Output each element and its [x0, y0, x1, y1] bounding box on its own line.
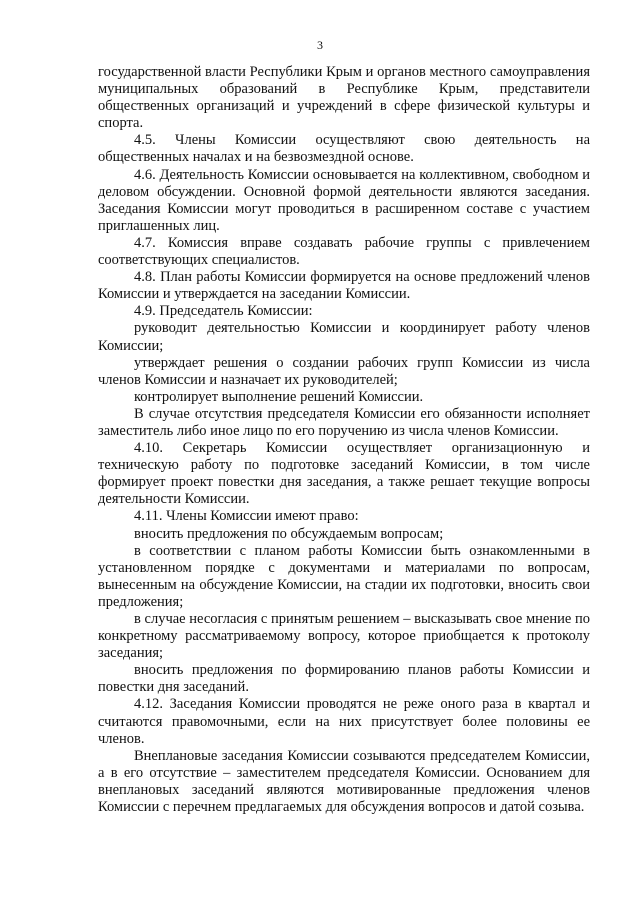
paragraph-4-6: 4.6. Деятельность Комиссии основывается на коллективном, свободном и деловом обсуждении. Основной формой деятельности являются заседания. Заседания Комиссии могут проводиться в расширенном составе с участием приглашенных лиц. — [98, 166, 590, 234]
document-body — [98, 64, 590, 816]
paragraph-4-8: 4.8. План работы Комиссии формируется на основе предложений членов Комиссии и утверждается на заседании Комиссии. — [98, 269, 590, 303]
member-right-item: в соответствии с планом работы Комиссии быть ознакомленными в установленном порядке с документами и материалами по вопросам, вынесенным на обсуждение Комиссии, на стадии их подготовки, вносить свои предложения; — [98, 542, 590, 610]
member-right-item: в случае несогласия с принятым решением – высказывать свое мнение по конкретному рассматриваемому вопросу, которое приобщается к протоколу заседания; — [98, 611, 590, 662]
chairman-absence-paragraph: В случае отсутствия председателя Комиссии его обязанности исполняет заместитель либо иное лицо по его поручению из числа членов Комиссии. — [98, 405, 590, 439]
paragraph-4-7: 4.7. Комиссия вправе создавать рабочие группы с привлечением соответствующих специалистов. — [98, 234, 590, 269]
paragraph-4-10: 4.10. Секретарь Комиссии осуществляет организационную и техническую работу по подготовке заседаний Комиссии, в том числе формирует проект повестки дня заседания, а также решает текущие вопросы деятельности Комиссии. — [98, 440, 590, 508]
paragraph-4-11: 4.11. Члены Комиссии имеют право: — [134, 508, 359, 525]
extraordinary-meetings-paragraph: Внеплановые заседания Комиссии созываются председателем Комиссии, а в его отсутствие – заместителем председателя Комиссии. Основанием для внеплановых заседаний являются мотивированные предложения членов Комиссии с перечнем предлагаемых для обсуждения вопросов и датой созыва. — [98, 747, 590, 816]
chairman-duty-item: контролирует выполнение решений Комиссии. — [134, 388, 424, 405]
chairman-duty-item: утверждает решения о создании рабочих групп Комиссии из числа членов Комиссии и назначает их руководителей; — [98, 354, 590, 388]
member-right-item: вносить предложения по формированию планов работы Комиссии и повестки дня заседаний. — [98, 662, 590, 696]
paragraph-4-5: 4.5. Члены Комиссии осуществляют свою деятельность на общественных началах и на безвозмездной основе. — [98, 132, 590, 166]
chairman-duty-item: руководит деятельностью Комиссии и координирует работу членов Комиссии; — [98, 320, 590, 354]
paragraph-continuation: государственной власти Республики Крым и органов местного самоуправления муниципальных образований в Республике Крым, представители общественных организаций и учреждений в сфере физической культуры и спорта. — [98, 64, 590, 132]
paragraph-4-9: 4.9. Председатель Комиссии: — [134, 303, 313, 320]
member-right-item: вносить предложения по обсуждаемым вопросам; — [134, 525, 444, 542]
paragraph-4-12: 4.12. Заседания Комиссии проводятся не реже оного раза в квартал и считаются правомочными, если на них присутствует более половины ее членов. — [98, 696, 590, 747]
page-number: 3 — [317, 38, 323, 52]
